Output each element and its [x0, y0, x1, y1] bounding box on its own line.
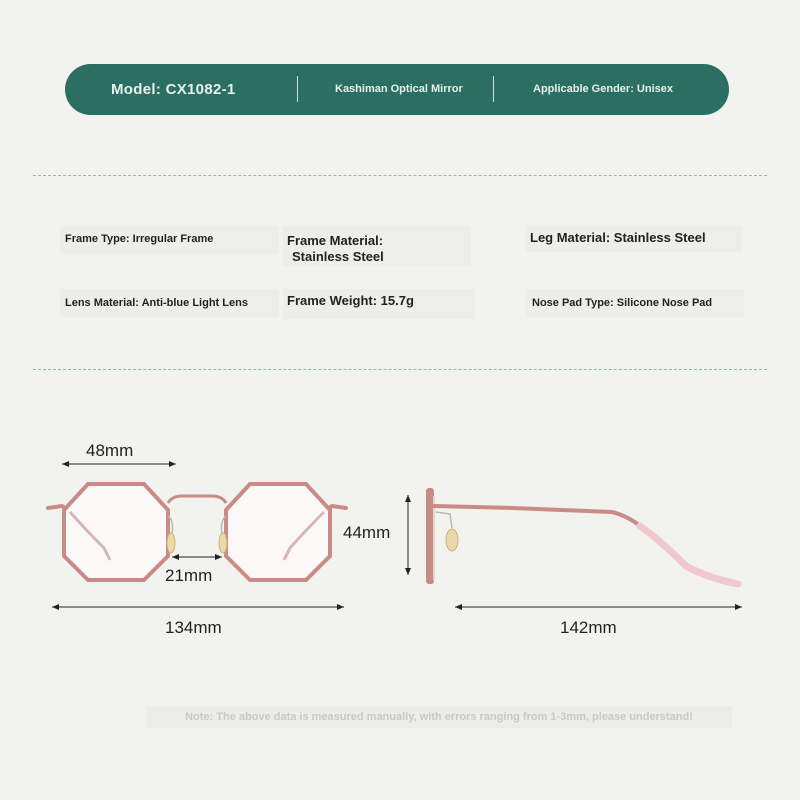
spec-nose-pad: Nose Pad Type: Silicone Nose Pad — [526, 289, 744, 317]
side-view-glasses-illustration — [426, 488, 738, 584]
measurement-note: Note: The above data is measured manually, with errors ranging from 1-3mm, please understand! — [146, 706, 732, 728]
bridge-width-label: 21mm — [165, 566, 213, 585]
spec-frame-material-line2: Stainless Steel — [292, 249, 384, 264]
spec-frame-type: Frame Type: Irregular Frame — [60, 226, 279, 254]
nose-pad-left — [167, 533, 175, 553]
side-temple-tip — [640, 526, 738, 584]
spec-lens-material: Lens Material: Anti-blue Light Lens — [60, 289, 279, 317]
lens-width-label: 48mm — [86, 441, 134, 460]
spec-frame-material-line1: Frame Material: — [287, 233, 384, 248]
nose-pad-right — [219, 533, 227, 553]
side-nose-pad — [446, 529, 458, 551]
left-lens-frame — [64, 484, 168, 580]
lens-height-label: 44mm — [343, 523, 391, 542]
side-frame-front — [426, 488, 434, 584]
spec-leg-material: Leg Material: Stainless Steel — [526, 226, 742, 252]
right-lens-frame — [226, 484, 330, 580]
spec-frame-weight: Frame Weight: 15.7g — [283, 289, 475, 319]
model-label: Model: CX1082-1 — [111, 81, 236, 98]
brand-label: Kashiman Optical Mirror — [335, 83, 463, 95]
frame-width-label: 134mm — [165, 618, 222, 637]
temple-length-label: 142mm — [560, 618, 617, 637]
gender-label: Applicable Gender: Unisex — [533, 83, 673, 95]
bridge — [168, 496, 226, 503]
